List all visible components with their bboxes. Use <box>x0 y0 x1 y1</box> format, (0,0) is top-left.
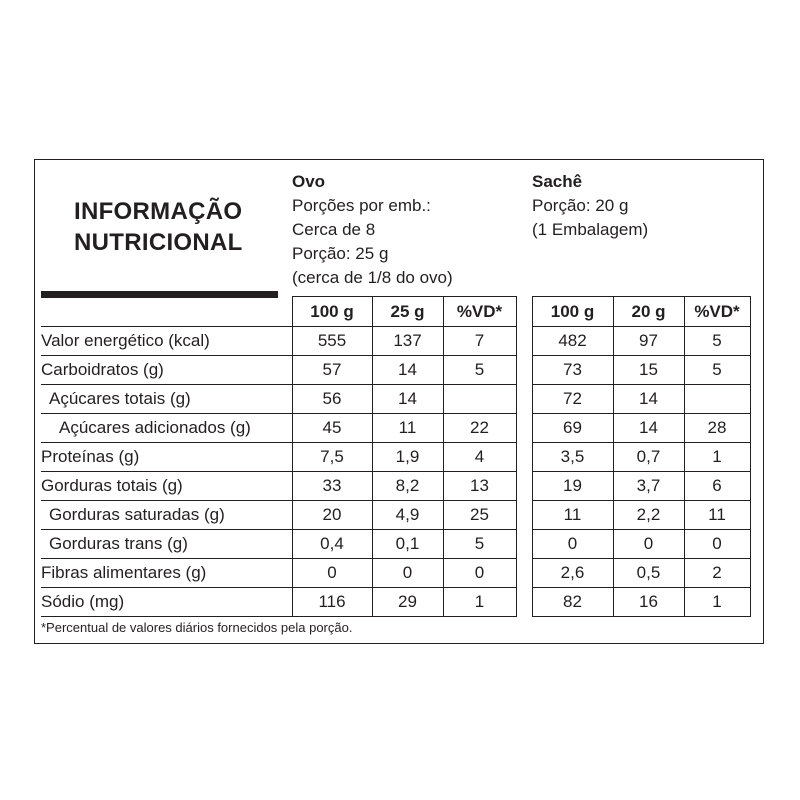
value-ovo-vd: 13 <box>443 472 516 501</box>
column-gap <box>516 530 532 559</box>
value-sache-vd: 1 <box>684 443 750 472</box>
value-sache-vd: 5 <box>684 327 750 356</box>
value-ovo-100g: 0,4 <box>292 530 372 559</box>
nutrient-label: Gorduras saturadas (g) <box>41 501 292 530</box>
nutrient-label: Fibras alimentares (g) <box>41 559 292 588</box>
title-line-2: NUTRICIONAL <box>74 229 243 256</box>
column-gap <box>516 443 532 472</box>
value-sache-portion: 97 <box>613 327 684 356</box>
title-line-1: INFORMAÇÃO <box>74 198 243 225</box>
value-sache-portion: 3,7 <box>613 472 684 501</box>
value-sache-portion: 14 <box>613 385 684 414</box>
value-sache-portion: 2,2 <box>613 501 684 530</box>
value-ovo-vd <box>443 385 516 414</box>
value-sache-100g: 11 <box>532 501 613 530</box>
col-ovo-vd: %VD* <box>443 297 516 327</box>
col-sache-vd: %VD* <box>684 297 750 327</box>
value-ovo-100g: 57 <box>292 356 372 385</box>
column-gap <box>516 559 532 588</box>
value-sache-vd: 2 <box>684 559 750 588</box>
value-sache-vd: 1 <box>684 588 750 617</box>
value-ovo-100g: 33 <box>292 472 372 501</box>
sache-name: Sachê <box>532 172 583 191</box>
table-row <box>41 327 750 356</box>
value-sache-100g: 2,6 <box>532 559 613 588</box>
value-ovo-portion: 4,9 <box>372 501 443 530</box>
value-sache-portion: 0,7 <box>613 443 684 472</box>
value-ovo-vd: 7 <box>443 327 516 356</box>
panel-title <box>74 196 243 258</box>
table-row <box>41 588 750 617</box>
value-ovo-portion: 1,9 <box>372 443 443 472</box>
value-sache-portion: 0,5 <box>613 559 684 588</box>
value-sache-portion: 16 <box>613 588 684 617</box>
value-ovo-vd: 22 <box>443 414 516 443</box>
nutrient-label: Proteínas (g) <box>41 443 292 472</box>
value-ovo-portion: 137 <box>372 327 443 356</box>
value-ovo-vd: 4 <box>443 443 516 472</box>
nutrient-label: Valor energético (kcal) <box>41 327 292 356</box>
value-ovo-vd: 5 <box>443 356 516 385</box>
col-sache-portion: 20 g <box>613 297 684 327</box>
table-row <box>41 501 750 530</box>
value-sache-vd: 0 <box>684 530 750 559</box>
column-gap <box>516 385 532 414</box>
table-row <box>41 472 750 501</box>
value-ovo-portion: 0 <box>372 559 443 588</box>
col-ovo-100g: 100 g <box>292 297 372 327</box>
column-gap <box>516 501 532 530</box>
value-sache-portion: 15 <box>613 356 684 385</box>
value-ovo-portion: 29 <box>372 588 443 617</box>
table-row <box>41 530 750 559</box>
sache-info-line-2: (1 Embalagem) <box>532 220 649 239</box>
nutrition-table <box>41 296 751 617</box>
value-ovo-portion: 11 <box>372 414 443 443</box>
ovo-header <box>292 170 453 290</box>
value-ovo-100g: 116 <box>292 588 372 617</box>
value-ovo-100g: 20 <box>292 501 372 530</box>
ovo-info-line-2: Cerca de 8 <box>292 220 376 239</box>
value-ovo-vd: 0 <box>443 559 516 588</box>
sache-info-line-1: Porção: 20 g <box>532 196 629 215</box>
value-sache-portion: 0 <box>613 530 684 559</box>
value-sache-100g: 482 <box>532 327 613 356</box>
col-ovo-portion: 25 g <box>372 297 443 327</box>
value-ovo-100g: 0 <box>292 559 372 588</box>
value-sache-100g: 19 <box>532 472 613 501</box>
value-ovo-100g: 7,5 <box>292 443 372 472</box>
value-ovo-portion: 8,2 <box>372 472 443 501</box>
column-gap <box>516 356 532 385</box>
header-blank <box>41 297 292 327</box>
nutrient-label: Gorduras totais (g) <box>41 472 292 501</box>
column-gap <box>516 472 532 501</box>
value-sache-portion: 14 <box>613 414 684 443</box>
value-sache-vd: 6 <box>684 472 750 501</box>
value-ovo-100g: 555 <box>292 327 372 356</box>
footnote: *Percentual de valores diários fornecidos pela porção. <box>41 620 353 635</box>
value-sache-100g: 0 <box>532 530 613 559</box>
value-sache-100g: 3,5 <box>532 443 613 472</box>
col-gap <box>516 297 532 327</box>
table-row <box>41 559 750 588</box>
value-sache-vd: 11 <box>684 501 750 530</box>
value-sache-100g: 73 <box>532 356 613 385</box>
nutrient-label: Açúcares totais (g) <box>41 385 292 414</box>
column-gap <box>516 327 532 356</box>
table-header-row <box>41 297 750 327</box>
value-ovo-vd: 25 <box>443 501 516 530</box>
col-sache-100g: 100 g <box>532 297 613 327</box>
value-sache-vd: 28 <box>684 414 750 443</box>
ovo-info-line-4: (cerca de 1/8 do ovo) <box>292 268 453 287</box>
nutrient-label: Gorduras trans (g) <box>41 530 292 559</box>
value-sache-vd <box>684 385 750 414</box>
nutrient-label: Açúcares adicionados (g) <box>41 414 292 443</box>
table-row <box>41 414 750 443</box>
value-ovo-100g: 56 <box>292 385 372 414</box>
table-row <box>41 385 750 414</box>
sache-header <box>532 170 648 242</box>
value-ovo-vd: 1 <box>443 588 516 617</box>
column-gap <box>516 414 532 443</box>
value-ovo-vd: 5 <box>443 530 516 559</box>
ovo-name: Ovo <box>292 172 326 191</box>
value-ovo-portion: 14 <box>372 356 443 385</box>
value-sache-100g: 72 <box>532 385 613 414</box>
ovo-info-line-3: Porção: 25 g <box>292 244 389 263</box>
value-sache-100g: 69 <box>532 414 613 443</box>
value-sache-100g: 82 <box>532 588 613 617</box>
nutrient-label: Sódio (mg) <box>41 588 292 617</box>
table-row <box>41 443 750 472</box>
column-gap <box>516 588 532 617</box>
value-sache-vd: 5 <box>684 356 750 385</box>
ovo-info-line-1: Porções por emb.: <box>292 196 431 215</box>
nutrient-label: Carboidratos (g) <box>41 356 292 385</box>
value-ovo-portion: 0,1 <box>372 530 443 559</box>
value-ovo-portion: 14 <box>372 385 443 414</box>
table-row <box>41 356 750 385</box>
value-ovo-100g: 45 <box>292 414 372 443</box>
